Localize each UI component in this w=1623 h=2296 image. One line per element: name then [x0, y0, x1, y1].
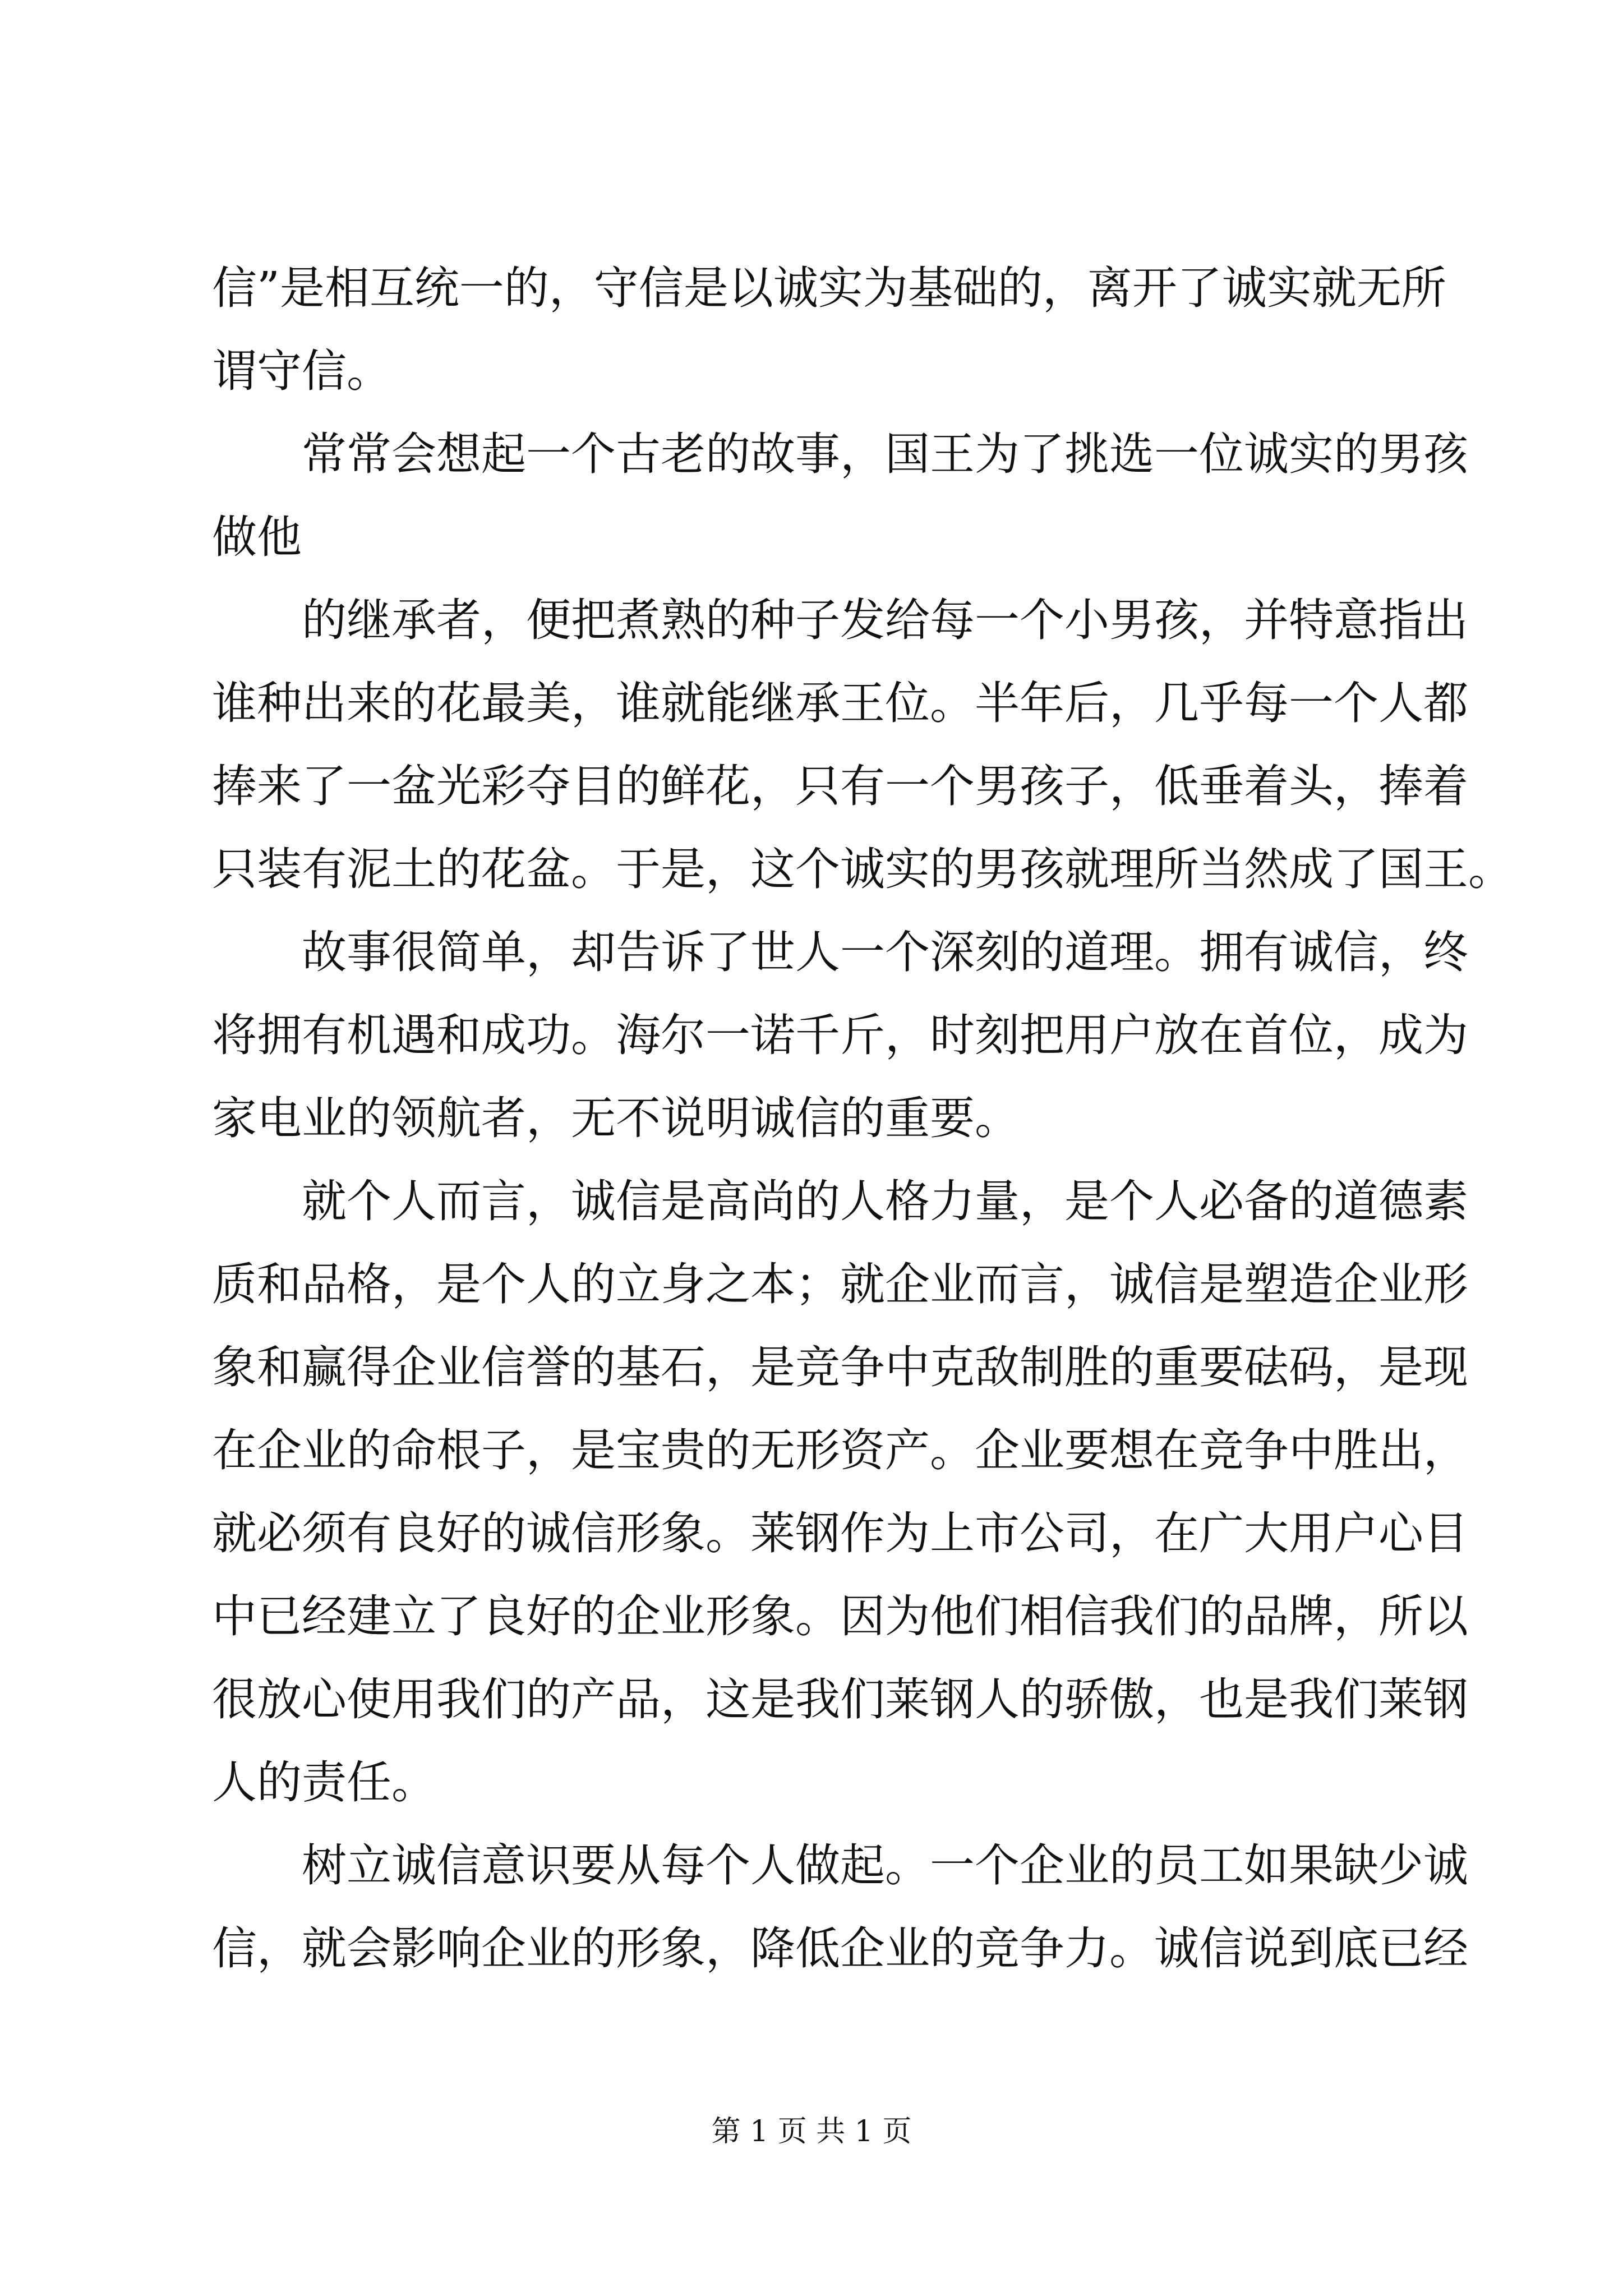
page-footer: 第 1 页 共 1 页 — [711, 2115, 912, 2148]
text-line: 家电业的领航者，无不说明诚信的重要。 — [212, 1092, 1020, 1144]
text-line: 信”是相互统一的，守信是以诚实为基础的，离开了诚实就无所 — [212, 262, 1446, 314]
text-line: 中已经建立了良好的企业形象。因为他们相信我们的品牌，所以 — [212, 1590, 1468, 1642]
text-line: 树立诚信意识要从每个人做起。一个企业的员工如果缺少诚 — [302, 1839, 1468, 1892]
document-body — [212, 247, 1513, 1990]
text-line: 做他 — [212, 511, 302, 563]
text-line: 谓守信。 — [212, 345, 391, 397]
text-line: 信，就会影响企业的形象，降低企业的竞争力。诚信说到底已经 — [212, 1922, 1468, 1975]
text-line: 谁种出来的花最美，谁就能继承王位。半年后，几乎每一个人都 — [212, 677, 1468, 729]
text-line: 人的责任。 — [212, 1756, 436, 1809]
text-line: 质和品格，是个人的立身之本；就企业而言，诚信是塑造企业形 — [212, 1258, 1468, 1310]
text-line: 常常会想起一个古老的故事，国王为了挑选一位诚实的男孩 — [302, 428, 1468, 480]
text-line: 的继承者，便把煮熟的种子发给每一个小男孩，并特意指出 — [302, 594, 1468, 646]
text-line: 就个人而言，诚信是高尚的人格力量，是个人必备的道德素 — [302, 1175, 1468, 1227]
text-line: 捧来了一盆光彩夺目的鲜花，只有一个男孩子，低垂着头，捧着 — [212, 760, 1468, 812]
text-line: 故事很简单，却告诉了世人一个深刻的道理。拥有诚信，终 — [302, 926, 1468, 978]
text-line: 很放心使用我们的产品，这是我们莱钢人的骄傲，也是我们莱钢 — [212, 1673, 1468, 1726]
text-line: 象和赢得企业信誉的基石，是竞争中克敌制胜的重要砝码，是现 — [212, 1341, 1468, 1393]
text-line: 将拥有机遇和成功。海尔一诺千斤，时刻把用户放在首位，成为 — [212, 1009, 1468, 1061]
text-line: 在企业的命根子，是宝贵的无形资产。企业要想在竞争中胜出， — [212, 1424, 1468, 1476]
text-line: 就必须有良好的诚信形象。莱钢作为上市公司，在广大用户心目 — [212, 1507, 1468, 1559]
text-line: 只装有泥土的花盆。于是，这个诚实的男孩就理所当然成了国王。 — [212, 843, 1513, 895]
